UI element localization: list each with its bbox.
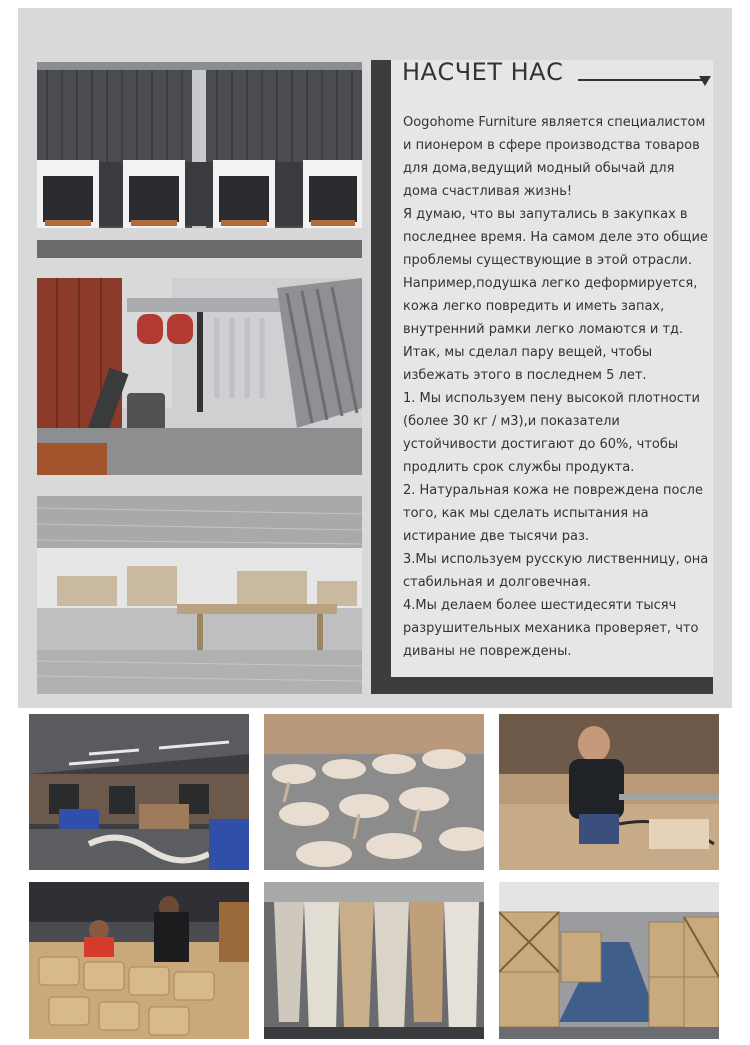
cushion-assembly-photo [29, 882, 249, 1039]
packed-boxes-photo [499, 882, 719, 1039]
wooden-stools-photo [264, 714, 484, 870]
about-paragraph: Я думаю, что вы запутались в закупках в последнее время. На самом деле это общие проблемы существующие в этой отрасли. [403, 207, 708, 268]
leather-hides-photo [264, 882, 484, 1039]
about-paragraph: 4.Мы делаем более шестидесяти тысяч разрушительных механика проверяет, что диваны не повреждены. [403, 598, 699, 659]
about-body [403, 111, 711, 663]
about-paragraph: 2. Натуральная кожа не повреждена после того, как мы сделать испытания на истирание две тысячи раз. [403, 483, 703, 544]
woodworking-hall-photo [37, 496, 362, 694]
title-underline [578, 79, 706, 81]
about-paragraph: 1. Мы используем пену высокой плотности (более 30 кг / м3),и показатели устойчивости достигают до 60%, чтобы продлить срок службы продукта. [403, 391, 700, 475]
about-paragraph: Например,подушка легко деформируется, кожа легко повредить и иметь запах, внутренний рамки легко ломаются и тд. Итак, мы сделал пару вещей, чтобы избежать этого в последнем 5 лет. [403, 276, 698, 383]
warehouse-exterior-photo [37, 62, 362, 258]
dust-extraction-photo [37, 278, 362, 475]
about-paragraph: Oogohome Furniture является специалистом и пионером в сфере производства товаров для дома,ведущий модный обычай для дома счастливая жизнь! [403, 115, 706, 199]
about-paragraph: 3.Мы используем русскую лиственницу, она стабильная и долговечная. [403, 552, 709, 590]
title-arrow-icon [699, 76, 711, 86]
about-bottom-bar [371, 677, 713, 694]
sewing-workshop-photo [29, 714, 249, 870]
leather-cutting-photo [499, 714, 719, 870]
about-title: НАСЧЕТ НАС [402, 58, 564, 86]
